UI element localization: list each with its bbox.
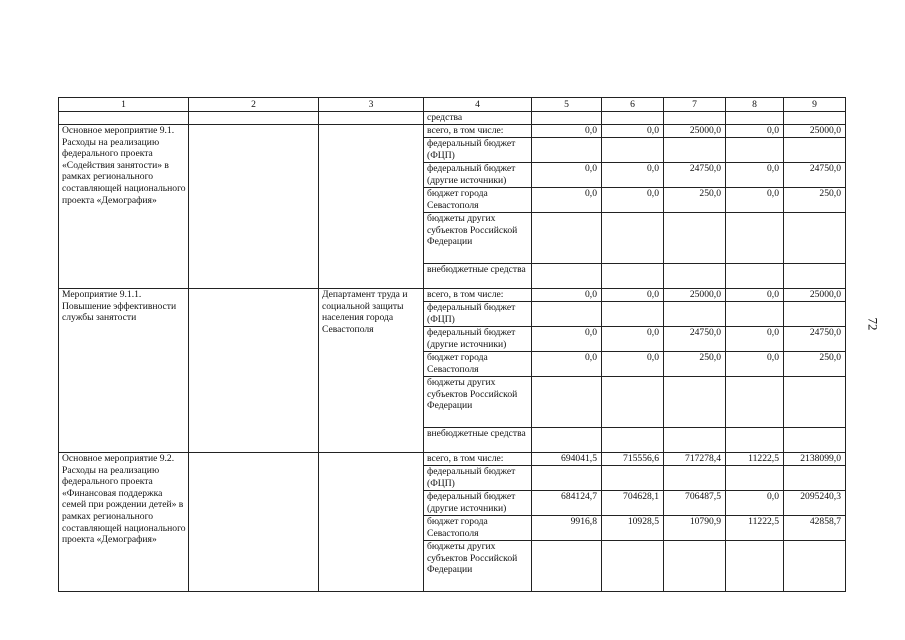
value-cell-c6: 0,0 <box>602 289 664 302</box>
value-cell-c7 <box>664 264 726 289</box>
funding-source-cell: бюджет города Севастополя <box>424 188 532 213</box>
value-cell-c5: 0,0 <box>532 289 602 302</box>
funding-source-cell: федеральный бюджет (ФЦП) <box>424 138 532 163</box>
header-cell: 5 <box>532 98 602 112</box>
empty-cell <box>59 112 189 125</box>
budget-table-container <box>58 97 845 592</box>
value-cell-c8 <box>726 213 784 264</box>
empty-cell <box>602 112 664 125</box>
header-cell: 6 <box>602 98 664 112</box>
value-cell-c6: 704628,1 <box>602 491 664 516</box>
empty-cell <box>189 125 319 289</box>
funding-source-cell: всего, в том числе: <box>424 125 532 138</box>
header-cell: 8 <box>726 98 784 112</box>
value-cell-c8 <box>726 541 784 592</box>
value-cell-c5: 0,0 <box>532 163 602 188</box>
value-cell-c9: 250,0 <box>784 352 846 377</box>
value-cell-c9 <box>784 213 846 264</box>
executor-cell <box>319 453 424 592</box>
header-cell: 9 <box>784 98 846 112</box>
value-cell-c6: 0,0 <box>602 163 664 188</box>
value-cell-c5: 0,0 <box>532 188 602 213</box>
funding-source-cell: бюджеты других субъектов Российской Федерации <box>424 377 532 428</box>
value-cell-c8 <box>726 302 784 327</box>
page-number: 72 <box>865 317 881 331</box>
value-cell-c8: 0,0 <box>726 289 784 302</box>
funding-source-cell: федеральный бюджет (ФЦП) <box>424 302 532 327</box>
value-cell-c5 <box>532 466 602 491</box>
funding-source-cell: федеральный бюджет (другие источники) <box>424 327 532 352</box>
activity-name-cell: Мероприятие 9.1.1. Повышение эффективности службы занятости <box>59 289 189 453</box>
value-cell-c6 <box>602 541 664 592</box>
value-cell-c8 <box>726 377 784 428</box>
header-row <box>59 98 846 112</box>
value-cell-c9 <box>784 466 846 491</box>
value-cell-c9: 24750,0 <box>784 327 846 352</box>
funding-source-cell: внебюджетные средства <box>424 428 532 453</box>
empty-cell <box>532 112 602 125</box>
empty-cell <box>726 112 784 125</box>
value-cell-c6 <box>602 377 664 428</box>
value-cell-c8: 0,0 <box>726 188 784 213</box>
empty-cell <box>189 453 319 592</box>
funding-source-cell: средства <box>424 112 532 125</box>
value-cell-c7: 24750,0 <box>664 327 726 352</box>
funding-source-cell: бюджет города Севастополя <box>424 516 532 541</box>
empty-cell <box>319 112 424 125</box>
funding-source-cell: внебюджетные средства <box>424 264 532 289</box>
value-cell-c9: 42858,7 <box>784 516 846 541</box>
header-cell: 3 <box>319 98 424 112</box>
value-cell-c7 <box>664 377 726 428</box>
executor-cell <box>319 125 424 289</box>
value-cell-c5: 0,0 <box>532 125 602 138</box>
funding-source-cell: федеральный бюджет (другие источники) <box>424 163 532 188</box>
value-cell-c5 <box>532 541 602 592</box>
value-cell-c7: 10790,9 <box>664 516 726 541</box>
value-cell-c6: 0,0 <box>602 352 664 377</box>
funding-source-cell: бюджеты других субъектов Российской Федерации <box>424 213 532 264</box>
value-cell-c7: 250,0 <box>664 352 726 377</box>
value-cell-c7 <box>664 138 726 163</box>
value-cell-c9 <box>784 264 846 289</box>
budget-table <box>58 97 846 592</box>
value-cell-c7 <box>664 213 726 264</box>
value-cell-c5: 694041,5 <box>532 453 602 466</box>
value-cell-c5 <box>532 428 602 453</box>
value-cell-c6 <box>602 428 664 453</box>
activity-name-cell: Основное мероприятие 9.1. Расходы на реализацию федерального проекта «Содействия занятости» в рамках регионального составляющей национального проекта «Демография» <box>59 125 189 289</box>
value-cell-c7: 250,0 <box>664 188 726 213</box>
value-cell-c9 <box>784 138 846 163</box>
empty-cell <box>189 112 319 125</box>
value-cell-c5 <box>532 213 602 264</box>
funding-source-cell: бюджет города Севастополя <box>424 352 532 377</box>
value-cell-c6 <box>602 466 664 491</box>
value-cell-c8: 0,0 <box>726 163 784 188</box>
value-cell-c5 <box>532 377 602 428</box>
value-cell-c6 <box>602 138 664 163</box>
funding-source-cell: всего, в том числе: <box>424 453 532 466</box>
empty-cell <box>664 112 726 125</box>
value-cell-c9: 2138099,0 <box>784 453 846 466</box>
value-cell-c6 <box>602 264 664 289</box>
empty-cell <box>189 289 319 453</box>
value-cell-c9: 250,0 <box>784 188 846 213</box>
value-cell-c9: 24750,0 <box>784 163 846 188</box>
value-cell-c8: 0,0 <box>726 125 784 138</box>
value-cell-c6 <box>602 213 664 264</box>
continuation-row <box>59 112 846 125</box>
empty-cell <box>784 112 846 125</box>
value-cell-c8 <box>726 428 784 453</box>
value-cell-c6: 0,0 <box>602 125 664 138</box>
value-cell-c8: 0,0 <box>726 491 784 516</box>
header-cell: 1 <box>59 98 189 112</box>
funding-source-cell: федеральный бюджет (другие источники) <box>424 491 532 516</box>
table-row <box>59 289 846 302</box>
value-cell-c6: 0,0 <box>602 327 664 352</box>
value-cell-c6: 0,0 <box>602 188 664 213</box>
value-cell-c5 <box>532 264 602 289</box>
value-cell-c7: 25000,0 <box>664 289 726 302</box>
value-cell-c8: 11222,5 <box>726 453 784 466</box>
value-cell-c5: 684124,7 <box>532 491 602 516</box>
value-cell-c5: 9916,8 <box>532 516 602 541</box>
value-cell-c5: 0,0 <box>532 327 602 352</box>
value-cell-c5 <box>532 138 602 163</box>
value-cell-c7: 706487,5 <box>664 491 726 516</box>
value-cell-c7 <box>664 466 726 491</box>
value-cell-c8 <box>726 138 784 163</box>
activity-name-cell: Основное мероприятие 9.2. Расходы на реализацию федерального проекта «Финансовая поддержка семей при рождении детей» в рамках регионального составляющей национального проекта «Демография» <box>59 453 189 592</box>
value-cell-c6: 715556,6 <box>602 453 664 466</box>
value-cell-c8: 0,0 <box>726 352 784 377</box>
value-cell-c9 <box>784 302 846 327</box>
header-cell: 4 <box>424 98 532 112</box>
funding-source-cell: всего, в том числе: <box>424 289 532 302</box>
value-cell-c7: 24750,0 <box>664 163 726 188</box>
value-cell-c8: 11222,5 <box>726 516 784 541</box>
value-cell-c9 <box>784 377 846 428</box>
value-cell-c5: 0,0 <box>532 352 602 377</box>
value-cell-c7 <box>664 428 726 453</box>
value-cell-c9: 25000,0 <box>784 125 846 138</box>
funding-source-cell: федеральный бюджет (ФЦП) <box>424 466 532 491</box>
value-cell-c8 <box>726 264 784 289</box>
value-cell-c9 <box>784 541 846 592</box>
header-cell: 7 <box>664 98 726 112</box>
table-row <box>59 453 846 466</box>
executor-cell: Департамент труда и социальной защиты населения города Севастополя <box>319 289 424 453</box>
value-cell-c6: 10928,5 <box>602 516 664 541</box>
value-cell-c9: 2095240,3 <box>784 491 846 516</box>
value-cell-c9 <box>784 428 846 453</box>
value-cell-c7 <box>664 302 726 327</box>
value-cell-c9: 25000,0 <box>784 289 846 302</box>
value-cell-c7: 717278,4 <box>664 453 726 466</box>
funding-source-cell: бюджеты других субъектов Российской Федерации <box>424 541 532 592</box>
value-cell-c5 <box>532 302 602 327</box>
table-row <box>59 125 846 138</box>
value-cell-c6 <box>602 302 664 327</box>
value-cell-c7: 25000,0 <box>664 125 726 138</box>
value-cell-c8 <box>726 466 784 491</box>
header-cell: 2 <box>189 98 319 112</box>
value-cell-c8: 0,0 <box>726 327 784 352</box>
value-cell-c7 <box>664 541 726 592</box>
